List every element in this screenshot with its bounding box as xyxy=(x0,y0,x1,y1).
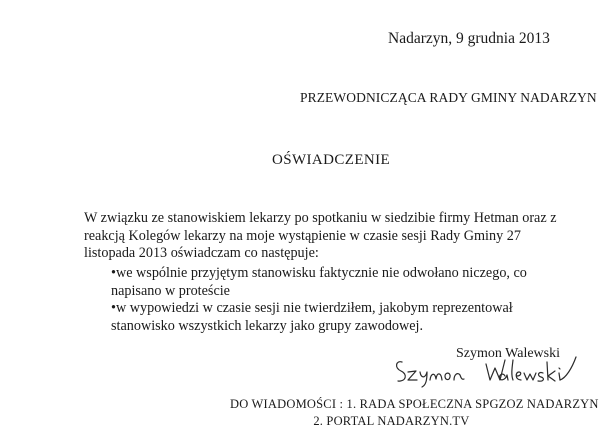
intro-line: listopada 2013 oświadczam co następuje: xyxy=(84,245,319,261)
statement-point-line: •we wspólnie przyjętym stanowisku faktycznie nie odwołano niczego, co xyxy=(111,265,527,281)
intro-paragraph xyxy=(84,210,557,263)
notice-row xyxy=(230,396,599,413)
distribution-notice xyxy=(230,396,599,430)
place-and-date: Nadarzyn, 9 grudnia 2013 xyxy=(388,30,550,47)
statement-point-line: napisano w proteście xyxy=(111,282,230,299)
notice-item: 1. RADA SPOŁECZNA SPGZOZ NADARZYN xyxy=(346,397,599,411)
notice-item: 2. PORTAL NADARZYN.TV xyxy=(313,414,470,428)
document-title: OŚWIADCZENIE xyxy=(272,152,391,168)
handwritten-signature xyxy=(392,354,578,388)
statement-points-list xyxy=(111,265,551,335)
statement-point xyxy=(111,265,551,300)
recipient-line: PRZEWODNICZĄCA RADY GMINY NADARZYN xyxy=(300,90,597,105)
notice-row xyxy=(230,413,599,430)
statement-point-line: •w wypowiedzi w czasie sesji nie twierdziłem, jakobym reprezentował xyxy=(111,300,513,316)
signer-name: Szymon Walewski xyxy=(456,346,560,361)
notice-label: DO WIADOMOŚCI : xyxy=(230,397,344,411)
intro-line: W związku ze stanowiskiem lekarzy po spotkaniu w siedzibie firmy Hetman oraz z xyxy=(84,210,557,226)
statement-point-line: stanowisko wszystkich lekarzy jako grupy zawodowej. xyxy=(111,317,424,334)
statement-point xyxy=(111,300,551,335)
intro-line: reakcją Kolegów lekarzy na moje wystąpienie w czasie sesji Rady Gminy 27 xyxy=(84,227,521,244)
